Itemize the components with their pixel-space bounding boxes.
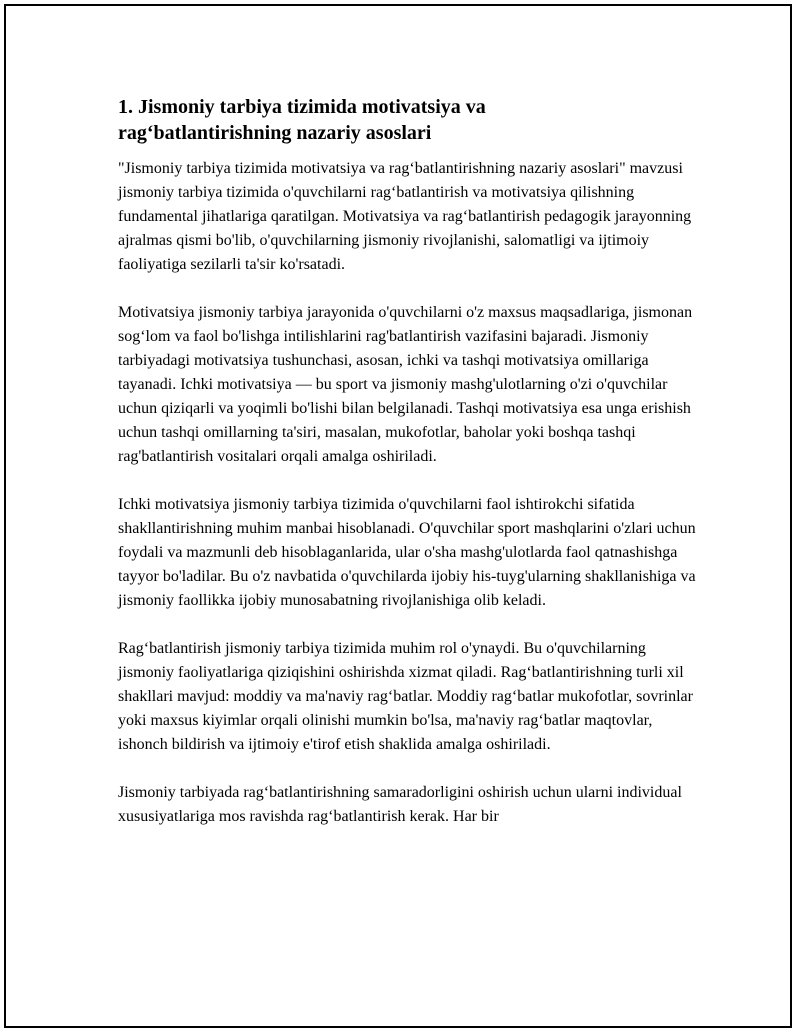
section-heading: 1. Jismoniy tarbiya tizimida motivatsiya va rag‘batlantirishning nazariy asoslari (118, 96, 486, 144)
paragraph-3: Ichki motivatsiya jismoniy tarbiya tizimida o'quvchilarni faol ishtirokchi sifatida shakllantirishning muhim manbai hisoblanadi. O'quvchilar sport mashqlarini o'zlari uchun foydali va mazmunli deb hisoblaganlarida, ular o'sha mashg'ulotlarda faol qatnashishga tayyor bo'ladilar. Bu o'z navbatida o'quvchilarda ijobiy his-tuyg'ularning shakllanishiga va jismoniy faollikka ijobiy munosabatning rivojlanishiga olib keladi. (118, 496, 696, 609)
paragraph-1: "Jismoniy tarbiya tizimida motivatsiya va rag‘batlantirishning nazariy asoslari" mavzusi jismoniy tarbiya tizimida o'quvchilarni rag‘batlantirish va motivatsiya qilishning fundamental jihatlariga qaratilgan. Motivatsiya va rag‘batlantirish pedagogik jarayonning ajralmas qismi bo'lib, o'quvchilarning jismoniy rivojlanishi, salomatligi va ijtimoiy faoliyatiga sezilarli ta'sir ko'rsatadi. (118, 160, 692, 273)
paragraph-5: Jismoniy tarbiyada rag‘batlantirishning samaradorligini oshirish uchun ularni individual xususiyatlariga mos ravishda rag‘batlantirish kerak. Har bir (118, 784, 682, 825)
paragraph-4: Rag‘batlantirish jismoniy tarbiya tizimida muhim rol o'ynaydi. Bu o'quvchilarning jismoniy faoliyatlariga qiziqishini oshirishda xizmat qiladi. Rag‘batlantirishning turli xil shakllari mavjud: moddiy va ma'naviy rag‘batlar. Moddiy rag‘batlar mukofotlar, sovrinlar yoki maxsus kiyimlar orqali olinishi mumkin bo'lsa, ma'naviy rag‘batlar maqtovlar, ishonch bildirish va ijtimoiy e'tirof etish shaklida amalga oshiriladi. (118, 640, 693, 753)
document-body (118, 94, 698, 853)
paragraph-2: Motivatsiya jismoniy tarbiya jarayonida o'quvchilarni o'z maxsus maqsadlariga, jismonan sog‘lom va faol bo'lishga intilishlarini rag'batlantirish vazifasini bajaradi. Jismoniy tarbiyadagi motivatsiya tushunchasi, asosan, ichki va tashqi motivatsiya omillariga tayanadi. Ichki motivatsiya — bu sport va jismoniy mashg'ulotlarning o'zi o'quvchilar uchun qiziqarli va yoqimli bo'lishi bilan belgilanadi. Tashqi motivatsiya esa unga erishish uchun tashqi omillarning ta'siri, masalan, mukofotlar, baholar yoki boshqa tashqi rag'batlantirish vositalari orqali amalga oshiriladi. (118, 304, 693, 465)
